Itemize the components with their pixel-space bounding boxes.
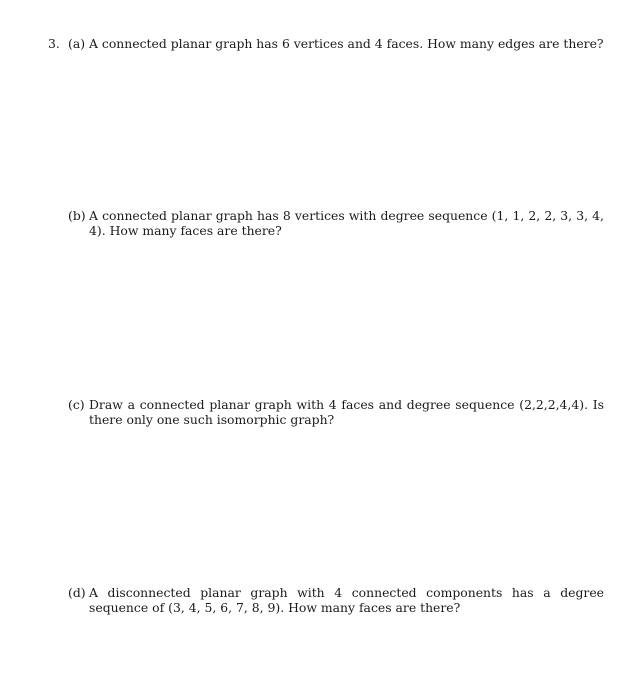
part-label: (c) xyxy=(68,397,85,412)
part-text: Draw a connected planar graph with 4 faces and degree sequence (2,2,2,4,4). Is there only one such isomorphic graph? xyxy=(89,397,604,427)
part-text: A connected planar graph has 6 vertices and 4 faces. How many edges are there? xyxy=(89,36,604,51)
question-part-a xyxy=(68,36,604,51)
part-label: (d) xyxy=(68,585,86,600)
part-label: (a) xyxy=(68,36,86,51)
part-text: A connected planar graph has 8 vertices with degree sequence (1, 1, 2, 2, 3, 3, 4, 4). How many faces are there? xyxy=(89,208,604,238)
question-number: 3. xyxy=(48,36,60,51)
part-text: A disconnected planar graph with 4 connected components has a degree sequence of (3, 4, 5, 6, 7, 8, 9). How many faces are there? xyxy=(89,585,604,615)
part-label: (b) xyxy=(68,208,86,223)
question-part-b xyxy=(68,208,604,238)
question-part-d xyxy=(68,585,604,615)
question-part-c xyxy=(68,397,604,427)
